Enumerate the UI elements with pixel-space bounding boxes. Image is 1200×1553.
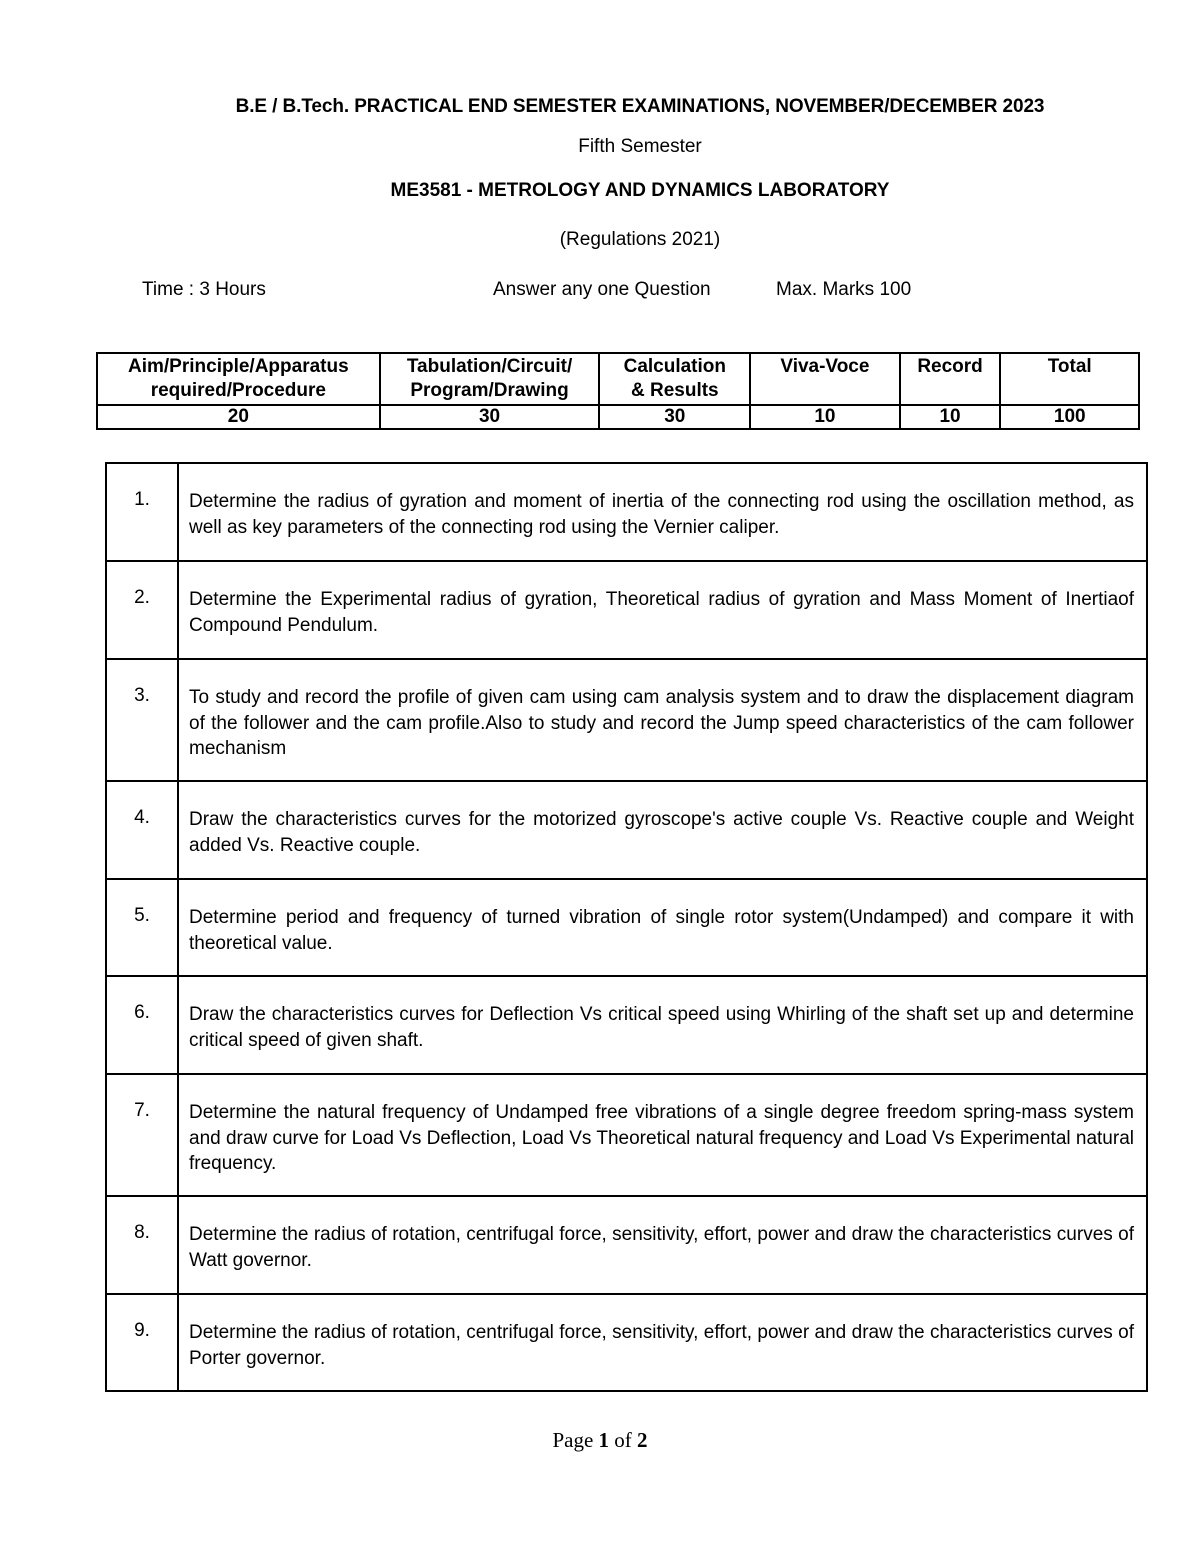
- time-label: Time : 3 Hours: [142, 279, 266, 300]
- course-title: ME3581 - METROLOGY AND DYNAMICS LABORATORY: [390, 180, 890, 201]
- exam-title: B.E / B.Tech. PRACTICAL END SEMESTER EXAMINATIONS, NOVEMBER/DECEMBER 2023: [235, 96, 1045, 117]
- question-row: [106, 1196, 1147, 1294]
- marks-value-cell: 10: [750, 405, 899, 429]
- marks-value-cell: 20: [97, 405, 380, 429]
- question-number: 8.: [106, 1196, 178, 1294]
- question-number: 7.: [106, 1074, 178, 1196]
- question-row: [106, 1294, 1147, 1391]
- instruction-label: Answer any one Question: [493, 279, 711, 300]
- question-number: 5.: [106, 879, 178, 976]
- question-row: [106, 561, 1147, 659]
- question-row: [106, 659, 1147, 781]
- question-text: Draw the characteristics curves for Deflection Vs critical speed using Whirling of the shaft set up and determine critical speed of given shaft.: [178, 976, 1147, 1074]
- question-number: 1.: [106, 463, 178, 561]
- marks-value-cell: 30: [380, 405, 600, 429]
- marks-header-row: [97, 353, 1139, 405]
- question-number: 4.: [106, 781, 178, 879]
- question-text: To study and record the profile of given cam using cam analysis system and to draw the displacement diagram of the follower and the cam profile.Also to study and record the Jump speed characteristics of the cam follower mechanism: [178, 659, 1147, 781]
- question-row: [106, 781, 1147, 879]
- marks-header-cell: Total: [1000, 353, 1139, 405]
- marks-header-cell: Tabulation/Circuit/ Program/Drawing: [380, 353, 600, 405]
- question-number: 6.: [106, 976, 178, 1074]
- question-row: [106, 879, 1147, 976]
- regulations-label: (Regulations 2021): [559, 229, 721, 250]
- question-text: Determine the Experimental radius of gyration, Theoretical radius of gyration and Mass Moment of Inertiaof Compound Pendulum.: [178, 561, 1147, 659]
- question-text: Determine the natural frequency of Undamped free vibrations of a single degree freedom spring-mass system and draw curve for Load Vs Deflection, Load Vs Theoretical natural frequency and Load Vs Experimental natural frequency.: [178, 1074, 1147, 1196]
- question-number: 9.: [106, 1294, 178, 1391]
- marks-distribution-table: [96, 352, 1140, 430]
- marks-header-cell: Aim/Principle/Apparatus required/Procedure: [97, 353, 380, 405]
- question-text: Draw the characteristics curves for the motorized gyroscope's active couple Vs. Reactive couple and Weight added Vs. Reactive couple.: [178, 781, 1147, 879]
- page-indicator: Page 1 of 2: [552, 1428, 648, 1452]
- questions-table: [105, 462, 1148, 1392]
- semester-label: Fifth Semester: [578, 136, 702, 157]
- question-text: Determine the radius of rotation, centrifugal force, sensitivity, effort, power and draw the characteristics curves of Porter governor.: [178, 1294, 1147, 1391]
- max-marks-label: Max. Marks 100: [776, 279, 912, 300]
- marks-header-cell: Calculation & Results: [599, 353, 750, 405]
- marks-header-cell: Viva-Voce: [750, 353, 899, 405]
- question-text: Determine period and frequency of turned vibration of single rotor system(Undamped) and compare it with theoretical value.: [178, 879, 1147, 976]
- marks-value-cell: 30: [599, 405, 750, 429]
- question-row: [106, 463, 1147, 561]
- question-text: Determine the radius of gyration and moment of inertia of the connecting rod using the oscillation method, as well as key parameters of the connecting rod using the Vernier caliper.: [178, 463, 1147, 561]
- question-row: [106, 1074, 1147, 1196]
- question-row: [106, 976, 1147, 1074]
- marks-value-row: [97, 405, 1139, 429]
- question-number: 2.: [106, 561, 178, 659]
- marks-value-cell: 100: [1000, 405, 1139, 429]
- question-number: 3.: [106, 659, 178, 781]
- question-text: Determine the radius of rotation, centrifugal force, sensitivity, effort, power and draw the characteristics curves of Watt governor.: [178, 1196, 1147, 1294]
- marks-value-cell: 10: [900, 405, 1001, 429]
- marks-header-cell: Record: [900, 353, 1001, 405]
